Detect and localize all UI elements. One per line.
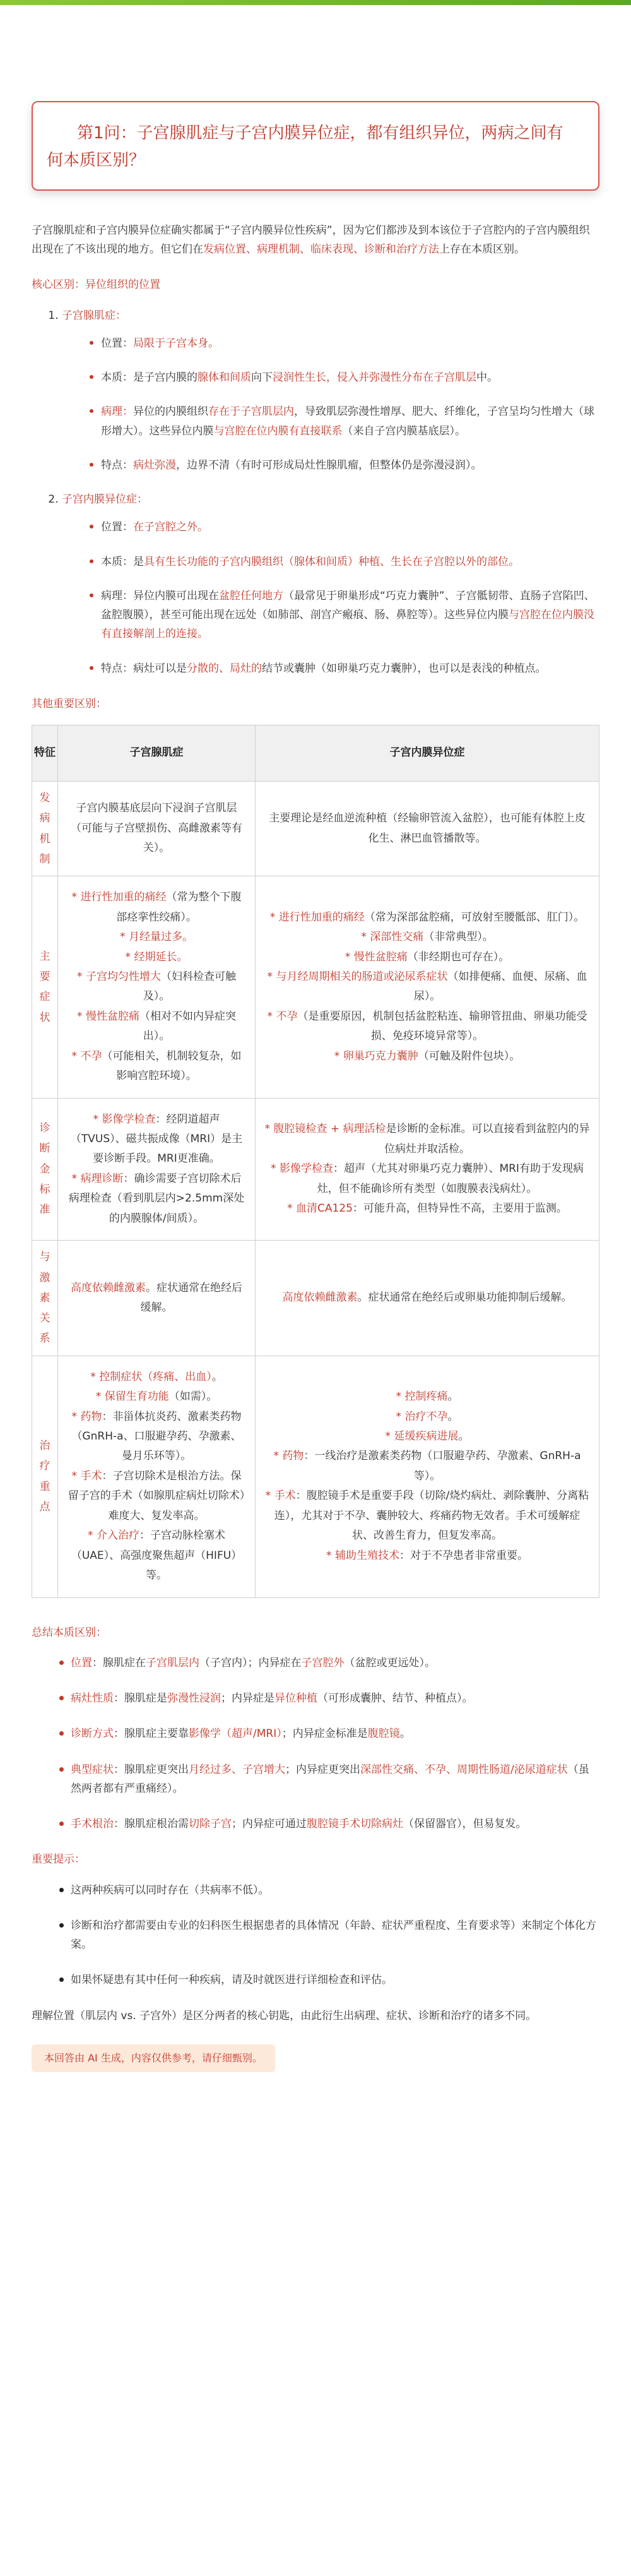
- cell-line: [264, 1407, 590, 1427]
- cell-line: [264, 1446, 590, 1486]
- cell-endometriosis: [256, 1098, 599, 1241]
- bullet-star: *: [120, 931, 129, 944]
- summary-highlight: 腹腔镜: [367, 1727, 400, 1741]
- summary-text: （盆腔或更远处）。: [344, 1656, 435, 1669]
- summary-text: ：腺肌症根治需: [114, 1818, 189, 1831]
- bullet-star: *: [77, 1010, 86, 1023]
- table-body: [32, 782, 599, 1597]
- summary-text: ：腺肌症在: [92, 1656, 146, 1669]
- text: （来自子宫内膜基底层）。: [342, 424, 466, 438]
- cell-text: 。: [447, 1390, 459, 1404]
- highlight: 存在于子宫肌层内: [208, 405, 294, 419]
- summary-highlight: 影像学（超声/MRI）: [189, 1727, 282, 1741]
- adenomyosis-details: [62, 334, 599, 475]
- cell-line: [264, 1047, 590, 1066]
- value: 局限于子宫本身。: [133, 337, 219, 350]
- bullet-star: *: [71, 891, 81, 904]
- cell-highlight: 影像学检查: [279, 1162, 333, 1176]
- cell-endometriosis: [256, 876, 599, 1098]
- cell-adenomyosis: [58, 1241, 256, 1356]
- cell-line: [264, 967, 590, 1007]
- table-row: [32, 1241, 599, 1356]
- row-feature: 治疗重点: [32, 1356, 58, 1597]
- cell-highlight: 与月经周期相关的肠道或泌尿系症状: [276, 970, 448, 983]
- cell-highlight: 血清CA125: [295, 1202, 353, 1215]
- highlight: 腺体和间质: [198, 371, 251, 385]
- summary-text: ：腺肌症主要靠: [114, 1727, 189, 1741]
- cell-highlight: 月经量过多。: [128, 931, 193, 944]
- cell-highlight: 高度依赖雌激素: [282, 1291, 358, 1304]
- detail-feature: [101, 659, 599, 678]
- summary-item: [71, 1654, 599, 1673]
- cell-text: 。: [211, 1370, 223, 1383]
- label: 位置：: [101, 521, 133, 534]
- cell-highlight: 不孕: [80, 1049, 102, 1063]
- table-header-row: [32, 725, 599, 782]
- header-feature: 特征: [32, 725, 58, 782]
- summary-text: 。: [399, 1727, 411, 1741]
- text: 异位内膜可出现在: [133, 589, 219, 602]
- label: 本质：: [101, 371, 133, 385]
- summary-text: ：腺肌症是: [114, 1692, 167, 1705]
- summary-heading: 总结本质区别：: [32, 1626, 107, 1639]
- cell-highlight: 经期延长。: [134, 950, 188, 963]
- cell-text: （非经期也可存在）。: [407, 950, 510, 963]
- cell-highlight: 保留生育功能: [104, 1390, 169, 1404]
- cell-highlight: 手术: [80, 1469, 102, 1482]
- cell-line: [67, 1007, 246, 1047]
- cell-line: [67, 1047, 246, 1087]
- cell-text: （妇科检查可触及）。: [143, 970, 236, 1003]
- summary-text: （可形成囊肿、结节、种植点）。: [317, 1692, 473, 1705]
- highlight: 浸润性生长，侵入并弥漫性分布在子宫肌层: [273, 371, 476, 385]
- text: ，导致肌层弥漫性增厚、肥大、纤维化，子宫呈均匀性增大（球形增大）。这些异位内膜: [101, 405, 594, 438]
- cell-line: [264, 1427, 590, 1446]
- text: 中。: [476, 371, 498, 385]
- highlight: 病灶弥漫: [133, 458, 176, 472]
- cell-line: 子宫内膜基底层向下浸润子宫肌层（可能与子宫壁损伤、高雌激素等有关）。: [71, 802, 242, 855]
- cell-text: （是重要原因，机制包括盆腔粘连、输卵管扭曲、卵巢功能受损、免疫环境异常等）。: [297, 1010, 587, 1043]
- bullet-star: *: [71, 1410, 81, 1423]
- highlight: 盆腔任何地方: [219, 589, 283, 602]
- cell-line: [67, 1279, 246, 1318]
- cell-line: [264, 948, 590, 967]
- cell-text: ：对于不孕患者非常重要。: [399, 1549, 528, 1562]
- bullet-star: *: [345, 950, 354, 963]
- cell-line: [264, 1387, 590, 1407]
- cell-text: 。: [458, 1430, 469, 1443]
- cell-highlight: 病理诊断: [80, 1172, 124, 1185]
- bullet-star: *: [361, 931, 370, 944]
- bullet-star: *: [385, 1430, 394, 1443]
- table-row: [32, 782, 599, 876]
- cell-line: [67, 948, 246, 967]
- cell-highlight: 进行性加重的痛经: [278, 910, 365, 924]
- cell-line: 主要理论是经血逆流种植（经输卵管流入盆腔），也可能有体腔上皮化生、淋巴血管播散等。: [269, 812, 586, 845]
- summary-highlight: 深部性交痛、不孕、周期性肠道/泌尿道症状: [360, 1763, 568, 1776]
- cell-highlight: 影像学检查: [102, 1112, 156, 1126]
- adenomyosis-item: [62, 306, 599, 475]
- bullet-star: *: [77, 970, 86, 983]
- detail-feature: [101, 456, 599, 475]
- detail-essence: [101, 368, 599, 387]
- cell-line: [67, 1110, 246, 1169]
- cell-text: （可触及附件包块）。: [418, 1049, 521, 1063]
- cell-text: （相对不如内异症突出）。: [139, 1010, 236, 1043]
- cell-text: ：一线治疗是激素类药物（口服避孕药、孕激素、GnRH-a等）。: [304, 1450, 581, 1482]
- bullet-star: *: [71, 1469, 81, 1482]
- text: ，边界不清（有时可形成局灶性腺肌瘤，但整体仍是弥漫浸润）。: [176, 458, 482, 472]
- summary-label: 手术根治: [71, 1818, 114, 1831]
- cell-line: [67, 1467, 246, 1526]
- text: 异位的内膜组织: [133, 405, 208, 419]
- cell-highlight: 进行性加重的痛经: [80, 891, 167, 904]
- summary-list: [32, 1654, 599, 1834]
- highlight: 与宫腔在位内膜有直接联系: [213, 424, 343, 438]
- table-row: [32, 876, 599, 1098]
- bullet-star: *: [267, 970, 276, 983]
- question-number: 第1问：: [77, 124, 137, 143]
- bullet-star: *: [334, 1049, 343, 1063]
- comparison-table: [32, 725, 599, 1597]
- bullet-star: *: [326, 1549, 335, 1562]
- summary-text: （虽然两者都有严重痛经）。: [71, 1763, 589, 1795]
- cell-endometriosis: [256, 1356, 599, 1597]
- cell-text: 是诊断的金标准。可以直接看到盆腔内的异位病灶并取活检。: [384, 1123, 590, 1155]
- summary-highlight: 月经过多、子宫增大: [189, 1763, 285, 1776]
- cell-line: [264, 1486, 590, 1546]
- top-accent-bar: [0, 0, 631, 5]
- reminder-item: 这两种疾病可以同时存在（共病率不低）。: [71, 1881, 599, 1900]
- bullet-star: *: [71, 1172, 81, 1185]
- text: 是: [133, 555, 144, 568]
- bullet-star: *: [93, 1112, 102, 1126]
- cell-highlight: 治疗不孕: [404, 1410, 448, 1423]
- cell-highlight: 高度依赖雌激素: [71, 1281, 146, 1294]
- conclusion-paragraph: 理解位置（肌层内 vs. 子宫外）是区分两者的核心钥匙，由此衍生出病理、症状、诊断和治疗的诸多不同。: [32, 2009, 537, 2022]
- detail-location: [101, 518, 599, 537]
- cell-line: [67, 1368, 246, 1387]
- cell-highlight: 腹腔镜检查 + 病理活检: [273, 1123, 386, 1136]
- cell-line: [264, 1546, 590, 1566]
- text: 是子宫内膜的: [133, 371, 198, 385]
- value: 在子宫腔之外。: [133, 521, 208, 534]
- cell-highlight: 卵巢巧克力囊肿: [343, 1049, 418, 1063]
- cell-highlight: 子宫均匀性增大: [85, 970, 161, 983]
- detail-essence: [101, 552, 599, 571]
- detail-pathology: [101, 587, 599, 644]
- cell-line: [67, 1387, 246, 1407]
- summary-text: ；内异症可通过: [232, 1818, 307, 1831]
- cell-line: [264, 1288, 590, 1308]
- summary-highlight: 弥漫性浸润: [167, 1692, 221, 1705]
- text: 向下: [251, 371, 273, 385]
- summary-label: 病灶性质: [71, 1692, 114, 1705]
- other-heading: 其他重要区别：: [32, 697, 107, 710]
- summary-text: ；内异症是: [221, 1692, 274, 1705]
- cell-highlight: 控制症状（疼痛、出血）: [99, 1370, 212, 1383]
- cell-text: （如排便痛、血便、尿痛、血尿）。: [413, 970, 587, 1003]
- summary-text: ：腺肌症更突出: [114, 1763, 189, 1776]
- intro-text: 子宫腺肌症和子宫内膜异位症确实都属于“子宫内膜异位性疾病”，因为它们都涉及到本该位于子宫腔内的子宫内膜组织出现在了不该出现的地方。但它们在: [32, 224, 590, 256]
- endometriosis-details: [62, 518, 599, 678]
- cell-line: [67, 1169, 246, 1229]
- cell-line: [264, 1199, 590, 1219]
- question-box: [32, 101, 599, 191]
- summary-item: [71, 1760, 599, 1799]
- summary-label: 诊断方式: [71, 1727, 114, 1741]
- text: （最常见于卵巢形成“巧克力囊肿”、子宫骶韧带、直肠子宫陷凹、盆腔腹膜），甚至可能出现在远处（如肺部、剖宫产瘢痕、肠、鼻腔等）。这些异位内膜: [101, 589, 595, 622]
- cell-highlight: 介入治疗: [96, 1529, 139, 1542]
- table-row: [32, 1356, 599, 1597]
- intro-text-end: 上存在本质区别。: [439, 243, 525, 256]
- cell-adenomyosis: [58, 782, 256, 876]
- summary-label: 典型症状: [71, 1763, 114, 1776]
- header-adenomyosis: 子宫腺肌症: [58, 725, 256, 782]
- summary-text: （子宫内）；内异症在: [199, 1656, 302, 1669]
- summary-label: 位置: [71, 1656, 92, 1669]
- cell-highlight: 手术: [274, 1489, 296, 1503]
- cell-line: [264, 927, 590, 947]
- cell-text: （常为整个下腹部痉挛性绞痛）。: [116, 891, 242, 924]
- highlight: 具有生长功能的子宫内膜组织（腺体和间质）种植、生长在子宫腔以外的部位。: [144, 555, 519, 568]
- intro-highlight: 发病位置、病理机制、临床表现、诊断和治疗方法: [203, 243, 439, 256]
- reminder-item: 诊断和治疗都需要由专业的妇科医生根据患者的具体情况（年龄、症状严重程度、生育要求等）来制定个体化方案。: [71, 1916, 599, 1955]
- bullet-star: *: [95, 1390, 105, 1404]
- cell-highlight: 不孕: [276, 1010, 298, 1023]
- highlight: 与宫腔在位内膜没有直接解剖上的连接。: [101, 609, 594, 641]
- bullet-star: *: [265, 1489, 274, 1503]
- detail-pathology: [101, 402, 599, 441]
- cell-text: （常为深部盆腔痛，可放射至腰骶部、肛门）。: [364, 910, 585, 924]
- intro-paragraph: [32, 221, 599, 259]
- label: 特点：: [101, 458, 133, 472]
- cell-highlight: 深部性交痛: [370, 931, 424, 944]
- summary-highlight: 腹腔镜手术切除病灶: [307, 1818, 403, 1831]
- cell-line: [264, 1119, 590, 1159]
- cell-line: [67, 888, 246, 927]
- core-difference-list: [32, 306, 599, 678]
- cell-text: ：腹腔镜手术是重要手段（切除/烧灼病灶、剥除囊肿、分离粘连），尤其对于不孕、囊肿较大、疼痛药物无效者。手术可缓解症状、改善生育力，但复发率高。: [274, 1489, 589, 1542]
- cell-line: [67, 927, 246, 947]
- bullet-star: *: [396, 1410, 405, 1423]
- label: 位置：: [101, 337, 133, 350]
- bullet-star: *: [90, 1370, 100, 1383]
- label: 本质：: [101, 555, 133, 568]
- cell-text: ：可能升高，但特异性不高，主要用于监测。: [352, 1202, 567, 1215]
- cell-highlight: 辅助生殖技术: [334, 1549, 399, 1562]
- summary-highlight: 切除子宫: [189, 1818, 232, 1831]
- cell-text: ：非甾体抗炎药、激素类药物（GnRH-a、口服避孕药、孕激素、曼月乐环等）。: [71, 1410, 242, 1463]
- cell-text: 。症状通常在绝经后或卵巢功能抑制后缓解。: [357, 1291, 572, 1304]
- bullet-star: *: [264, 1123, 274, 1136]
- cell-text: ：确诊需要子宫切除术后病理检查（看到肌层内>2.5mm深处的内膜腺体/间质）。: [68, 1172, 245, 1225]
- cell-line: [264, 1159, 590, 1199]
- bullet-star: *: [269, 910, 279, 924]
- cell-line: [67, 967, 246, 1007]
- ai-disclaimer: 本回答由 AI 生成，内容仅供参考，请仔细甄别。: [32, 2044, 275, 2072]
- label: 病理：: [101, 405, 133, 419]
- bullet-star: *: [88, 1529, 97, 1542]
- cell-text: （如需）。: [168, 1390, 218, 1404]
- endometriosis-item: [62, 490, 599, 678]
- cell-highlight: 控制疼痛: [404, 1390, 448, 1404]
- bullet-star: *: [271, 1162, 280, 1176]
- reminder-item: 如果怀疑患有其中任何一种疾病，请及时就医进行详细检查和评估。: [71, 1971, 599, 1989]
- row-feature: 诊断金标准: [32, 1098, 58, 1241]
- summary-highlight: 子宫肌层内: [146, 1656, 199, 1669]
- summary-item: [71, 1689, 599, 1708]
- cell-highlight: 慢性盆腔痛: [353, 950, 408, 963]
- highlight: 分散的、局灶的: [187, 662, 262, 675]
- question-title: 子宫腺肌症与子宫内膜异位症，都有组织异位，两病之间有何本质区别？: [47, 124, 563, 170]
- core-heading: 核心区别：异位组织的位置: [32, 278, 160, 292]
- adenomyosis-title: 子宫腺肌症：: [62, 309, 126, 322]
- cell-text: 。症状通常在绝经后缓解。: [140, 1281, 242, 1314]
- summary-text: ；内异症更突出: [285, 1763, 360, 1776]
- summary-item: [71, 1724, 599, 1743]
- cell-highlight: 药物: [282, 1450, 304, 1463]
- cell-adenomyosis: [58, 1098, 256, 1241]
- reminder-heading: 重要提示：: [32, 1853, 85, 1866]
- bullet-star: *: [125, 950, 134, 963]
- cell-line: [67, 1526, 246, 1585]
- cell-text: ：超声（尤其对卵巢巧克力囊肿）、MRI有助于发现病灶，但不能确诊所有类型（如腹膜表浅病灶）。: [317, 1162, 584, 1195]
- bullet-star: *: [273, 1450, 283, 1463]
- summary-highlight: 子宫腔外: [301, 1656, 345, 1669]
- bullet-star: *: [267, 1010, 276, 1023]
- reminder-list: [32, 1881, 599, 1990]
- cell-text: 。: [447, 1410, 459, 1423]
- cell-line: [264, 1007, 590, 1047]
- row-feature: 发病机制: [32, 782, 58, 876]
- cell-text: （非常典型）。: [423, 931, 493, 944]
- detail-location: [101, 334, 599, 353]
- header-endometriosis: 子宫内膜异位症: [256, 725, 599, 782]
- summary-highlight: 异位种植: [274, 1692, 317, 1705]
- cell-text: ：子宫切除术是根治方法。保留子宫的手术（如腺肌症病灶切除术）难度大、复发率高。: [68, 1469, 245, 1522]
- cell-text: （可能相关，机制较复杂，如影响宫腔环境）。: [102, 1049, 242, 1083]
- endometriosis-title: 子宫内膜异位症：: [62, 493, 148, 506]
- cell-text: ：经阴道超声（TVUS）、磁共振成像（MRI）是主要诊断手段。MRI更准确。: [70, 1112, 243, 1166]
- cell-endometriosis: [256, 782, 599, 876]
- cell-adenomyosis: [58, 1356, 256, 1597]
- answer-content: [32, 101, 599, 2072]
- bullet-star: *: [71, 1049, 81, 1063]
- text: 病灶可以是: [133, 662, 187, 675]
- bullet-star: *: [287, 1202, 296, 1215]
- cell-highlight: 药物: [80, 1410, 102, 1423]
- cell-highlight: 慢性盆腔痛: [85, 1010, 139, 1023]
- summary-text: （保留器官），但易复发。: [403, 1818, 527, 1831]
- cell-endometriosis: [256, 1241, 599, 1356]
- label: 病理：: [101, 589, 133, 602]
- cell-text: ：子宫动脉栓塞术（UAE）、高强度聚焦超声（HIFU）等。: [71, 1529, 242, 1582]
- cell-line: [264, 908, 590, 927]
- table-row: [32, 1098, 599, 1241]
- row-feature: 与激素关系: [32, 1241, 58, 1356]
- label: 特点：: [101, 662, 133, 675]
- cell-highlight: 延缓疾病进展: [394, 1430, 459, 1443]
- summary-text: ；内异症金标准是: [281, 1727, 368, 1741]
- row-feature: 主要症状: [32, 876, 58, 1098]
- cell-adenomyosis: [58, 876, 256, 1098]
- cell-line: [67, 1407, 246, 1467]
- summary-item: [71, 1815, 599, 1834]
- text: 结节或囊肿（如卵巢巧克力囊肿），也可以是表浅的种植点。: [262, 662, 546, 675]
- bullet-star: *: [396, 1390, 405, 1404]
